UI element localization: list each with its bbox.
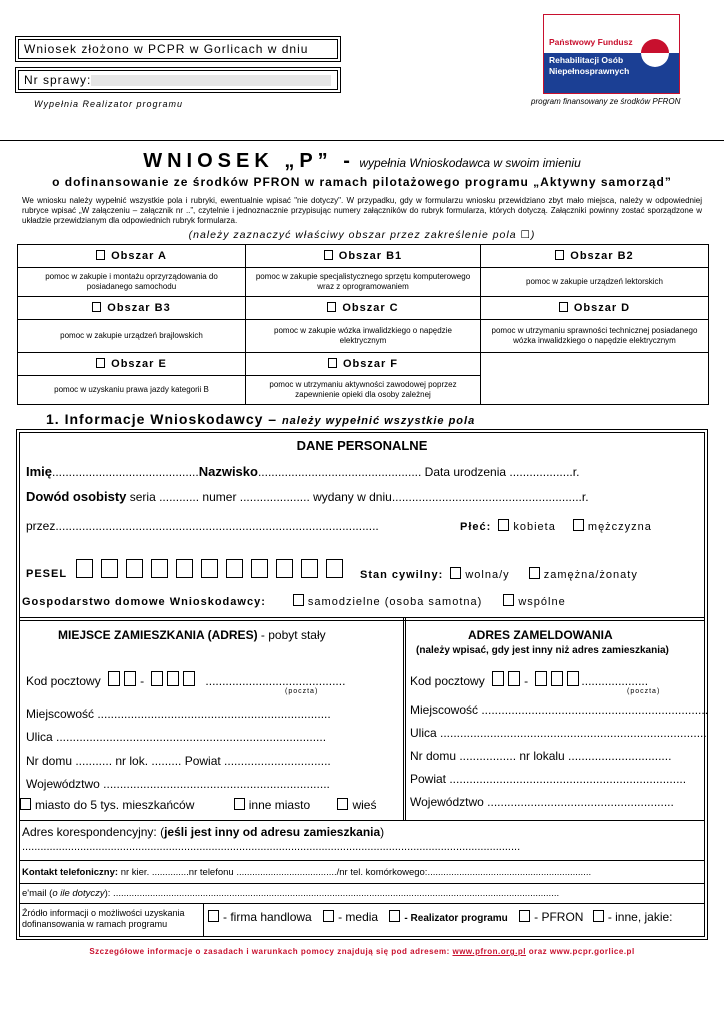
address-column-divider: [403, 617, 406, 820]
residence-voivodeship-row[interactable]: Województwo ....................................................................: [26, 777, 330, 791]
correspondence-label: Adres korespondencyjny: (jeśli jest inny od adresu zamieszkania): [22, 825, 385, 839]
residence-street-row[interactable]: Ulica .................................................................................: [26, 730, 327, 744]
town-small-checkbox[interactable]: [20, 798, 31, 810]
submitted-date-field[interactable]: [18, 39, 338, 59]
residence-number-row[interactable]: Nr domu ........... nr lok. ......... Powiat ................................: [26, 754, 331, 768]
issued-by-row[interactable]: przez.................................................................................................: [26, 519, 379, 533]
area-c-checkbox[interactable]: Obszar C: [246, 297, 481, 320]
male-checkbox[interactable]: [573, 519, 584, 531]
logo-circle-icon: [641, 39, 669, 67]
divider-personal: [19, 617, 705, 618]
registration-heading: ADRES ZAMELDOWANIA: [468, 628, 613, 642]
area-hint: (należy zaznaczyć właściwy obszar przez zakreślenie pola ☐): [188, 229, 536, 241]
residence-locality-type-row: miasto do 5 tys. mieszkańców inne miasto wieś: [20, 798, 376, 812]
divider-email: [19, 903, 705, 904]
logo-line1: Państwowy Fundusz: [549, 37, 633, 47]
checkbox-icon: [328, 358, 337, 368]
case-label: Nr sprawy:: [24, 73, 92, 87]
checkbox-icon: [555, 250, 564, 260]
divider-personal-2: [19, 620, 705, 621]
area-e-checkbox[interactable]: Obszar E: [18, 353, 246, 376]
divider-contact: [19, 883, 705, 884]
household-row: Gospodarstwo domowe Wnioskodawcy: samodzielne (osoba samotna) wspólne: [22, 596, 566, 608]
married-checkbox[interactable]: [529, 567, 540, 579]
single-checkbox[interactable]: [450, 567, 461, 579]
pfron-logo: [543, 14, 680, 94]
area-f-desc: pomoc w utrzymaniu aktywności zawodowej poprzez zapewnienie opieki dla osoby zależnej: [246, 376, 481, 405]
form-title: WNIOSEK „P” - wypełnia Wnioskodawca w swoim imieniu: [143, 150, 581, 172]
logo-text: Rehabilitacji Osób Niepełnosprawnych: [549, 55, 630, 76]
source-other-checkbox[interactable]: [593, 910, 604, 922]
source-divider: [203, 903, 204, 937]
area-d-checkbox[interactable]: Obszar D: [480, 297, 708, 320]
area-b2-desc: pomoc w zakupie urządzeń lektorskich: [480, 268, 708, 297]
correspondence-input[interactable]: ...................................................................................................................................................................: [22, 841, 521, 853]
funding-note: program finansowany ze środków PFRON: [531, 97, 681, 106]
residence-postcode-row[interactable]: Kod pocztowy - ..........................................: [26, 671, 345, 688]
household-shared-checkbox[interactable]: [503, 594, 514, 606]
divider-correspondence: [19, 860, 705, 861]
female-checkbox[interactable]: [498, 519, 509, 531]
source-realizator-checkbox[interactable]: [389, 910, 400, 922]
gender-row: Płeć: kobieta mężczyzna: [460, 521, 652, 533]
marital-row: Stan cywilny: wolna/y zamężna/żonaty: [360, 569, 638, 581]
source-pfron-checkbox[interactable]: [519, 910, 530, 922]
checkbox-icon: [96, 250, 105, 260]
source-shop-checkbox[interactable]: [208, 910, 219, 922]
residence-city-row[interactable]: Miejscowość ......................................................................: [26, 707, 331, 721]
intro-text: We wniosku należy wypełnić wszystkie pola i rubryki, ewentualnie wpisać "nie dotyczy". W przypadku, gdy w formularzu wniosku przewidziano zbyt mało miejsca, należy w odpowiedniej rubryce wpisać „W załączeniu – załącznik nr ..”, czytelnie i jednoznacznie przypisując numery załączników do rubryk formularza, których dotyczą. Załączniki powinny zostać sporządzone w układzie przewidzianym dla odpowiednich rubryk formularza.: [22, 196, 702, 225]
source-options: - firma handlowa - media - Realizator programu - PFRON - inne, jakie:: [208, 910, 673, 924]
residence-post-label: (poczta): [285, 688, 319, 695]
checkbox-icon: [324, 250, 333, 260]
area-c-desc: pomoc w zakupie wózka inwalidzkiego o napędzie elektrycznym: [246, 320, 481, 353]
area-b1-checkbox[interactable]: Obszar B1: [246, 245, 481, 268]
registration-number-row[interactable]: Nr domu ................. nr lokalu ...............................: [410, 749, 672, 763]
footer-info: Szczegółowe informacje o zasadach i warunkach pomocy znajdują się pod adresem: www.pfron.org.pl oraz www.pcpr.gorlice.pl: [89, 947, 635, 956]
area-b3-checkbox[interactable]: Obszar B3: [18, 297, 246, 320]
checkbox-icon: [327, 302, 336, 312]
area-d-desc: pomoc w utrzymaniu sprawności technicznej posiadanego wózka inwalidzkiego o napędzie elektrycznym: [480, 320, 708, 353]
area-f-checkbox[interactable]: Obszar F: [246, 353, 481, 376]
pesel-input[interactable]: [76, 559, 351, 580]
registration-note: (należy wpisać, gdy jest inny niż adres zamieszkania): [416, 645, 669, 656]
pesel-label: PESEL: [26, 568, 68, 580]
registration-post-label: (poczta): [627, 688, 661, 695]
registration-street-row[interactable]: Ulica ................................................................................: [410, 726, 707, 740]
area-a-desc: pomoc w zakupie i montażu oprzyrządowania do posiadanego samochodu: [18, 268, 246, 297]
filled-by-note: Wypełnia Realizator programu: [34, 99, 184, 109]
area-empty-cell: [480, 353, 708, 405]
case-number-field[interactable]: [18, 70, 338, 90]
checkbox-icon: [96, 358, 105, 368]
areas-table: [17, 244, 709, 405]
divider-address: [19, 820, 705, 821]
checkbox-icon: [92, 302, 101, 312]
pcpr-link[interactable]: www.pcpr.gorlice.pl: [549, 947, 635, 956]
id-row[interactable]: Dowód osobisty seria ............ numer ..................... wydany w dniu.........................................................r.: [26, 489, 589, 504]
pfron-link[interactable]: www.pfron.org.pl: [452, 947, 526, 956]
email-row[interactable]: e'mail (o ile dotyczy): .........................................................................................................................................................................: [22, 888, 560, 899]
household-alone-checkbox[interactable]: [293, 594, 304, 606]
form-subtitle: o dofinansowanie ze środków PFRON w ramach pilotażowego programu „Aktywny samorząd”: [52, 175, 672, 189]
name-row[interactable]: Imię............................................Nazwisko................................................. Data urodzenia ...................r.: [26, 464, 580, 479]
section1-heading: 1. Informacje Wnioskodawcy – należy wypełnić wszystkie pola: [46, 411, 476, 427]
registration-postcode-row[interactable]: Kod pocztowy - ....................: [410, 671, 648, 688]
town-other-checkbox[interactable]: [234, 798, 245, 810]
area-e-desc: pomoc w uzyskaniu prawa jazdy kategorii B: [18, 376, 246, 405]
registration-voivodeship-row[interactable]: Województwo ........................................................: [410, 795, 674, 809]
contact-row[interactable]: Kontakt telefoniczny: nr kier. ..............nr telefonu ....................................../nr tel. komórkowego:..............................................................: [22, 867, 592, 878]
village-checkbox[interactable]: [337, 798, 348, 810]
source-media-checkbox[interactable]: [323, 910, 334, 922]
header-divider: [0, 140, 724, 141]
residence-heading: MIEJSCE ZAMIESZKANIA (ADRES) - pobyt stały: [58, 628, 326, 642]
area-a-checkbox[interactable]: Obszar A: [18, 245, 246, 268]
registration-county-row[interactable]: Powiat .......................................................................: [410, 772, 687, 786]
registration-city-row[interactable]: Miejscowość ....................................................................: [410, 703, 709, 717]
area-b3-desc: pomoc w zakupie urządzeń brajlowskich: [18, 320, 246, 353]
area-b1-desc: pomoc w zakupie specjalistycznego sprzętu komputerowego wraz z oprogramowaniem: [246, 268, 481, 297]
personal-heading: DANE PERSONALNE: [296, 438, 428, 453]
submitted-label: Wniosek złożono w PCPR w Gorlicach w dniu: [24, 42, 309, 56]
source-label: Źródło informacji o możliwości uzyskania dofinansowania w ramach programu: [22, 908, 185, 929]
case-number-shade: [91, 75, 331, 86]
area-b2-checkbox[interactable]: Obszar B2: [480, 245, 708, 268]
checkbox-icon: [559, 302, 568, 312]
